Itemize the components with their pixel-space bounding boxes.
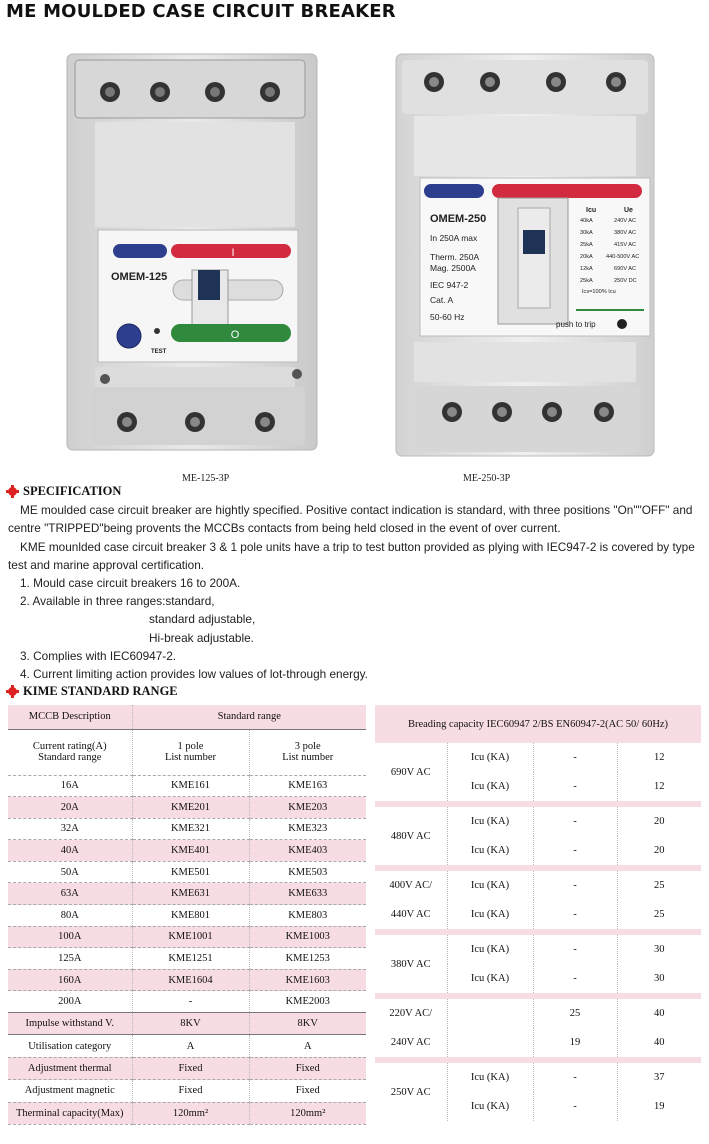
- table-cell: Icu (KA): [447, 935, 533, 964]
- model-label-250: OMEM-250: [430, 213, 487, 225]
- table-row: [375, 900, 701, 929]
- voltage-label: 480V AC: [375, 807, 447, 865]
- table-cell: 63A: [8, 883, 132, 905]
- voltage-label: 690V AC: [375, 743, 447, 801]
- table-row: [8, 775, 366, 797]
- table-cell: KME1251: [132, 948, 249, 970]
- table-cell: [447, 1028, 533, 1057]
- table-cell: Adjustment magnetic: [8, 1080, 132, 1102]
- table-subheader: 3 pole List number: [249, 729, 366, 775]
- table-cell: Therminal capacity(Max): [8, 1102, 132, 1124]
- table-cell: 80A: [8, 905, 132, 927]
- table-cell: Icu (KA): [447, 871, 533, 900]
- table-cell: Fixed: [132, 1080, 249, 1102]
- page-title: ME MOULDED CASE CIRCUIT BREAKER: [6, 1, 396, 22]
- table-cell: KME1253: [249, 948, 366, 970]
- table-row: [8, 1080, 366, 1102]
- spec-list-item: 3. Complies with IEC60947-2.: [20, 648, 177, 663]
- bullet-icon: [8, 687, 17, 696]
- table-cell: Adjustment thermal: [8, 1057, 132, 1079]
- table-cell: KME203: [249, 797, 366, 819]
- table-cell: [447, 999, 533, 1028]
- table-cell: KME2003: [249, 991, 366, 1013]
- table-cell: 25: [654, 880, 665, 891]
- test-label: TEST: [151, 349, 167, 355]
- rating-ue-1: 380V AC: [614, 230, 637, 236]
- push-to-trip-label: push to trip: [556, 320, 596, 329]
- table-row: [8, 797, 366, 819]
- table-cell: 12: [654, 781, 665, 792]
- table-header: MCCB Description: [8, 705, 132, 729]
- table-cell: Icu (KA): [447, 772, 533, 801]
- table-cell: 20: [654, 845, 665, 856]
- table-cell: 19: [654, 1101, 665, 1112]
- table-cell: Icu (KA): [447, 1063, 533, 1092]
- table-subheader: Current rating(A) Standard range: [8, 729, 132, 775]
- product-image-me-250: [394, 52, 656, 460]
- table-cell: 12: [654, 752, 665, 763]
- table-cell: -: [533, 772, 617, 801]
- table-row: [8, 840, 366, 862]
- on-mark: I: [231, 247, 235, 259]
- table-subheader: 1 pole List number: [132, 729, 249, 775]
- model-label-125: OMEM-125: [111, 271, 168, 283]
- table-cell: 8KV: [249, 1013, 366, 1035]
- table-row: [8, 883, 366, 905]
- rating-ue-5: 250V DC: [614, 278, 637, 284]
- spec-paragraph-1: ME moulded case circuit breaker are hightly specified. Positive contact indication is standard, with three positions "On""OFF" and centre "TRIPPED"being provents the MCCBs contacts from being held closed in the event of over current.: [8, 503, 693, 535]
- table-cell: Fixed: [249, 1080, 366, 1102]
- table-cell: Fixed: [249, 1057, 366, 1079]
- table-cell: KME501: [132, 861, 249, 883]
- table-cell: -: [533, 1063, 617, 1092]
- table-cell: -: [533, 836, 617, 865]
- table-cell: 32A: [8, 818, 132, 840]
- table-cell: KME321: [132, 818, 249, 840]
- rating-icu-0: 40kA: [580, 218, 593, 224]
- table-cell: Utilisation category: [8, 1035, 132, 1057]
- table-cell: -: [533, 900, 617, 929]
- rating-header-icu: Icu: [586, 207, 597, 214]
- table-cell: KME1001: [132, 926, 249, 948]
- table-cell: KME323: [249, 818, 366, 840]
- standard-range-table: [8, 705, 366, 1125]
- table-cell: KME1604: [132, 969, 249, 991]
- breaking-capacity-table: [375, 705, 701, 1121]
- table-row: [8, 1102, 366, 1124]
- table-row: [8, 905, 366, 927]
- table-cell: KME161: [132, 775, 249, 797]
- table-cell: 50A: [8, 861, 132, 883]
- table-cell: 120mm²: [132, 1102, 249, 1124]
- table-header: Breading capacity IEC60947 2/BS EN60947-2(AC 50/ 60Hz): [375, 705, 701, 743]
- voltage-label: 250V AC: [375, 1063, 447, 1121]
- table-row: [375, 935, 701, 964]
- breaker-illustration-125: [65, 52, 320, 452]
- table-cell: 125A: [8, 948, 132, 970]
- table-cell: 8KV: [132, 1013, 249, 1035]
- rating-ue-0: 240V AC: [614, 218, 637, 224]
- table-cell: KME1603: [249, 969, 366, 991]
- table-cell: KME201: [132, 797, 249, 819]
- range-heading-text: KIME STANDARD RANGE: [23, 684, 178, 698]
- table-cell: Icu (KA): [447, 836, 533, 865]
- table-row: [375, 871, 701, 900]
- rating-header-ue: Ue: [624, 207, 633, 214]
- table-cell: 40: [654, 1037, 665, 1048]
- table-cell: KME633: [249, 883, 366, 905]
- voltage-label: 400V AC/: [375, 871, 447, 900]
- table-header: Standard range: [132, 705, 366, 729]
- table-row: [375, 999, 701, 1028]
- table-cell: 100A: [8, 926, 132, 948]
- table-cell: KME503: [249, 861, 366, 883]
- table-cell: 20A: [8, 797, 132, 819]
- table-cell: 160A: [8, 969, 132, 991]
- spec-list-item: 1. Mould case circuit breakers 16 to 200A.: [20, 576, 241, 590]
- table-row: [8, 948, 366, 970]
- rating-icu-2: 25kA: [580, 242, 593, 248]
- table-row: [375, 807, 701, 836]
- table-cell: KME801: [132, 905, 249, 927]
- table-row: [375, 1063, 701, 1092]
- table-cell: Icu (KA): [447, 900, 533, 929]
- breaker-illustration-250: [394, 52, 656, 460]
- table-cell: Fixed: [132, 1057, 249, 1079]
- table-row: [8, 969, 366, 991]
- spec-list: [20, 574, 368, 683]
- table-cell: Impulse withstand V.: [8, 1013, 132, 1035]
- bullet-icon: [8, 487, 17, 496]
- table-cell: 40A: [8, 840, 132, 862]
- table-cell: Icu (KA): [447, 1092, 533, 1121]
- table-cell: -: [533, 935, 617, 964]
- spec-list-item: 4. Current limiting action provides low values of lot-through energy.: [20, 667, 368, 682]
- spec-line-6: 50-60 Hz: [430, 312, 465, 322]
- table-row: [8, 926, 366, 948]
- table-cell: 30: [654, 973, 665, 984]
- voltage-label: 440V AC: [375, 900, 447, 929]
- table-cell: Icu (KA): [447, 964, 533, 993]
- product-caption-125: ME-125-3P: [182, 473, 230, 484]
- table-cell: KME401: [132, 840, 249, 862]
- table-cell: 19: [533, 1028, 617, 1057]
- spec-paragraph-2: KME mounlded case circuit breaker 3 & 1 pole units have a trip to test button provided as plying with IEC947-2 is covered by type test and marine approval certification.: [8, 540, 695, 572]
- table-cell: 30: [654, 944, 665, 955]
- spec-line-2: Therm. 250A: [430, 252, 480, 262]
- table-cell: 120mm²: [249, 1102, 366, 1124]
- table-row: [8, 991, 366, 1013]
- table-cell: 40: [654, 1008, 665, 1019]
- spec-heading-text: SPECIFICATION: [23, 484, 122, 498]
- table-cell: KME403: [249, 840, 366, 862]
- rating-icu-1: 30kA: [580, 230, 593, 236]
- table-cell: -: [533, 743, 617, 772]
- rating-ue-2: 415V AC: [614, 242, 637, 248]
- table-cell: KME163: [249, 775, 366, 797]
- table-cell: 25: [533, 999, 617, 1028]
- table-row: [8, 818, 366, 840]
- range-heading: [8, 684, 178, 699]
- spec-list-item: Hi-break adjustable.: [149, 630, 254, 645]
- table-row: [375, 743, 701, 772]
- spec-line-4: IEC 947-2: [430, 280, 469, 290]
- spec-heading: [8, 484, 121, 499]
- table-cell: 16A: [8, 775, 132, 797]
- table-cell: KME631: [132, 883, 249, 905]
- table-cell: Icu (KA): [447, 807, 533, 836]
- table-row: [8, 1013, 366, 1035]
- spec-list-item: 2. Available in three ranges:standard,: [20, 594, 215, 609]
- table-cell: KME803: [249, 905, 366, 927]
- product-caption-250: ME-250-3P: [463, 473, 511, 484]
- rating-ue-4: 690V AC: [614, 266, 637, 272]
- table-cell: Icu (KA): [447, 743, 533, 772]
- table-cell: KME1003: [249, 926, 366, 948]
- table-cell: -: [533, 807, 617, 836]
- table-cell: 200A: [8, 991, 132, 1013]
- rating-icu-5: 25kA: [580, 278, 593, 284]
- spec-list-item: standard adjustable,: [149, 612, 256, 627]
- table-cell: A: [249, 1035, 366, 1057]
- spec-line-1: In 250A max: [430, 233, 478, 243]
- table-cell: 20: [654, 816, 665, 827]
- table-cell: 37: [654, 1072, 665, 1083]
- table-row: [375, 1028, 701, 1057]
- table-cell: -: [533, 871, 617, 900]
- table-row: [8, 1035, 366, 1057]
- table-cell: -: [533, 964, 617, 993]
- table-cell: 25: [654, 909, 665, 920]
- table-row: [8, 1057, 366, 1079]
- table-row: [8, 861, 366, 883]
- rating-ue-3: 440-500V AC: [606, 254, 640, 260]
- table-cell: -: [132, 991, 249, 1013]
- ics-note: Ics=100% Icu: [582, 289, 616, 295]
- rating-icu-3: 20kA: [580, 254, 593, 260]
- voltage-label: 240V AC: [375, 1028, 447, 1057]
- voltage-label: 380V AC: [375, 935, 447, 993]
- spec-line-5: Cat. A: [430, 295, 454, 305]
- spec-line-3: Mag. 2500A: [430, 263, 476, 273]
- table-cell: -: [533, 1092, 617, 1121]
- off-mark: O: [230, 329, 240, 341]
- product-image-me-125: [65, 52, 320, 452]
- voltage-label: 220V AC/: [375, 999, 447, 1028]
- rating-icu-4: 12kA: [580, 266, 593, 272]
- table-cell: A: [132, 1035, 249, 1057]
